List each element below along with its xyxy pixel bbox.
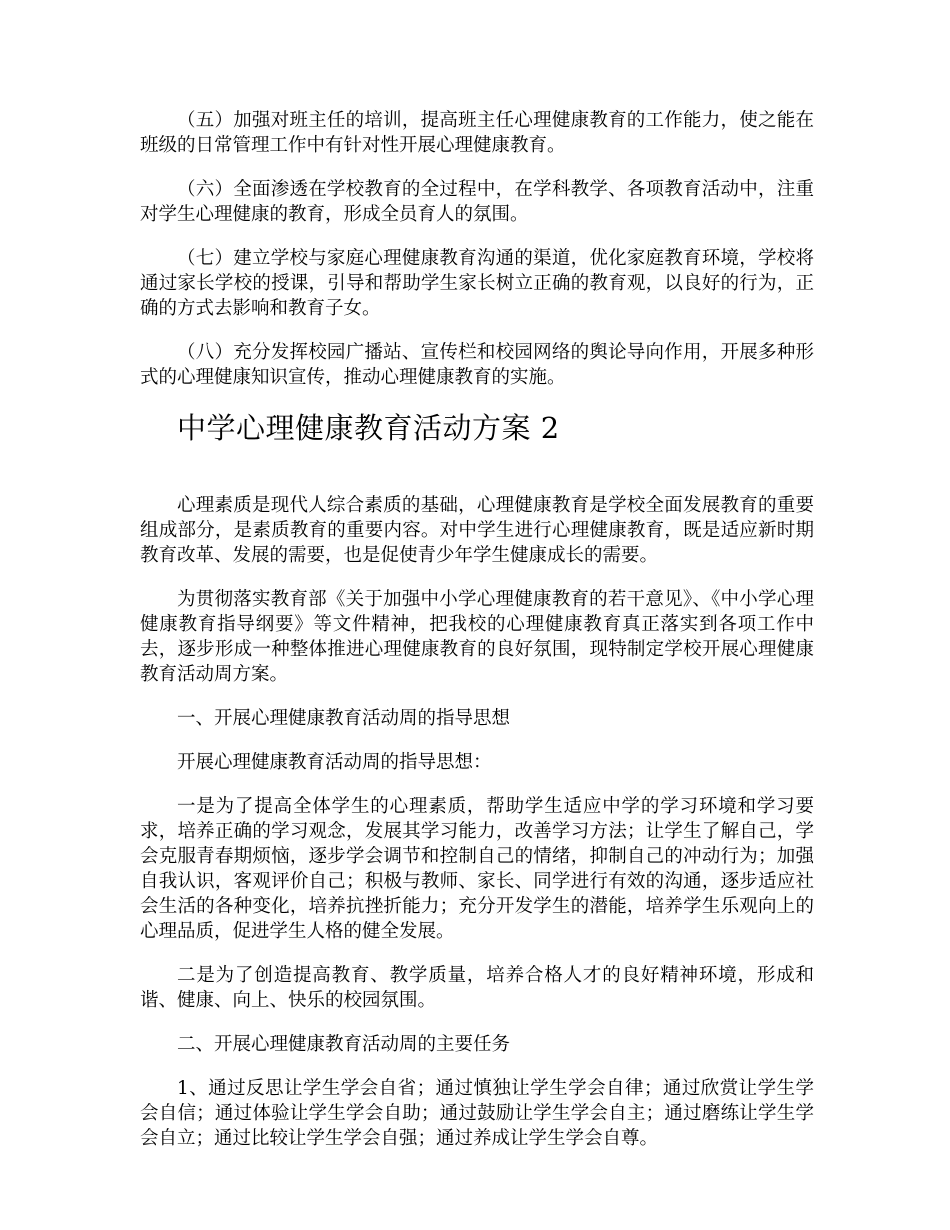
section-title: 中学心理健康教育活动方案 2	[177, 411, 560, 445]
intro-paragraph: 心理素质是现代人综合素质的基础，心理健康教育是学校全面发展教育的重要组成部分，是素质教育的重要内容。对中学生进行心理健康教育，既是适应新时期教育改革、发展的需要，也是促使青少年学生健康成长的需要。	[140, 495, 814, 566]
guiding-thought-two: 二是为了创造提高教育、教学质量，培养合格人才的良好精神环境，形成和谐、健康、向上、快乐的校园氛围。	[140, 965, 814, 1011]
paragraph-item-5: （五）加强对班主任的培训，提高班主任心理健康教育的工作能力，使之能在班级的日常管理工作中有针对性开展心理健康教育。	[140, 110, 814, 156]
guiding-thought-one: 一是为了提高全体学生的心理素质，帮助学生适应中学的学习环境和学习要求，培养正确的学习观念，发展其学习能力，改善学习方法；让学生了解自己，学会克服青春期烦恼，逐步学会调节和控制自己的情绪，抑制自己的冲动行为；加强自我认识，客观评价自己；积极与教师、家长、同学进行有效的沟通，逐步适应社会生活的各种变化，培养抗挫折能力；充分开发学生的潜能，培养学生乐观向上的心理品质，促进学生人格的健全发展。	[140, 796, 814, 942]
main-task-one: 1、通过反思让学生学会自省；通过慎独让学生学会自律；通过欣赏让学生学会自信；通过体验让学生学会自助；通过鼓励让学生学会自主；通过磨练让学生学会自立；通过比较让学生学会自强；通过养成让学生学会自尊。	[140, 1078, 814, 1149]
paragraph-item-6: （六）全面渗透在学校教育的全过程中，在学科教学、各项教育活动中，注重对学生心理健康的教育，形成全员育人的氛围。	[140, 179, 814, 225]
guiding-thought-lead: 开展心理健康教育活动周的指导思想：	[177, 752, 492, 773]
paragraph-item-8: （八）充分发挥校园广播站、宣传栏和校园网络的舆论导向作用，开展多种形式的心理健康知识宣传，推动心理健康教育的实施。	[140, 342, 814, 388]
heading-guiding-thought: 一、开展心理健康教育活动周的指导思想	[177, 708, 511, 729]
document-body	[140, 108, 814, 1170]
purpose-paragraph: 为贯彻落实教育部《关于加强中小学心理健康教育的若干意见》、《中小学心理健康教育指导纲要》等文件精神，把我校的心理健康教育真正落实到各项工作中去，逐步形成一种整体推进心理健康教育的良好氛围，现特制定学校开展心理健康教育活动周方案。	[140, 589, 814, 685]
heading-main-tasks: 二、开展心理健康教育活动周的主要任务	[177, 1034, 511, 1055]
paragraph-item-7: （七）建立学校与家庭心理健康教育沟通的渠道，优化家庭教育环境，学校将通过家长学校的授课，引导和帮助学生家长树立正确的教育观，以良好的行为，正确的方式去影响和教育子女。	[140, 248, 814, 319]
